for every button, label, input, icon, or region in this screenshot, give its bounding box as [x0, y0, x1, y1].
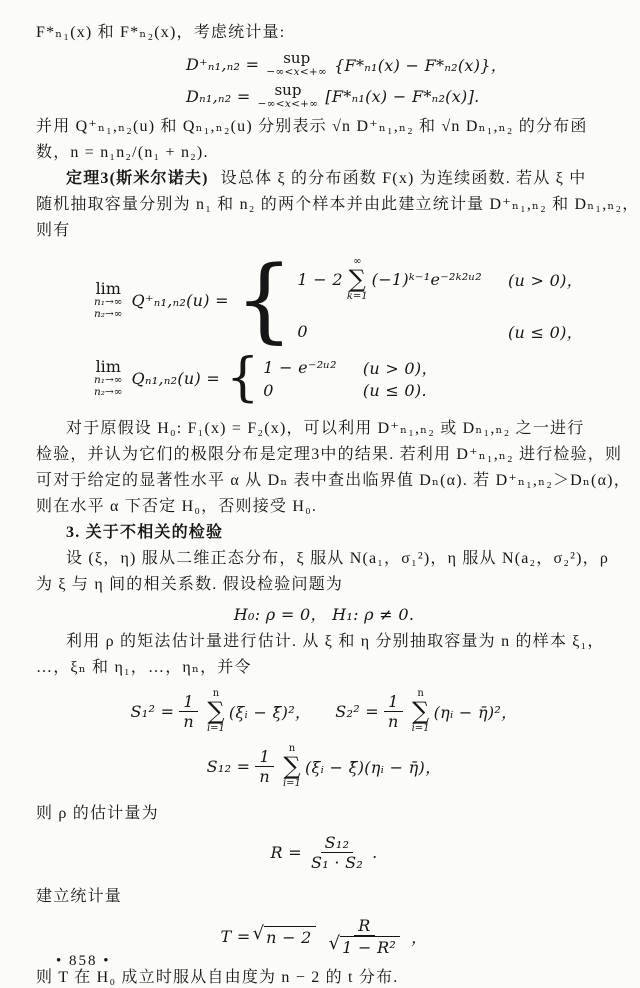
fraction-denominator: S₁ · S₂	[310, 853, 364, 872]
theorem-label: 定理3(斯米尔诺夫)	[66, 170, 209, 187]
formula-covariance	[36, 744, 612, 789]
lim-sub1: n₁→∞	[94, 374, 123, 386]
s1-lhs: S₁² =	[130, 702, 175, 721]
intro-line: F*ₙ₁(x) 和 F*ₙ₂(x)，考虑统计量:	[36, 24, 286, 41]
r-lhs: R =	[270, 843, 302, 862]
sup-range: −∞<x<+∞	[257, 98, 319, 110]
d-rhs: [F*ₙ₁(x) − F*ₙ₂(x)].	[325, 86, 480, 106]
paragraph-line: 则 ρ 的估计量为	[36, 805, 159, 822]
sum-lower-limit: i=1	[411, 723, 430, 734]
paragraph-line: 设 (ξ，η) 服从二维正态分布，ξ 服从 N(a₁，σ₁²)，η 服从 N(a₂，σ₂²)，ρ	[66, 550, 610, 567]
t-lhs: T =	[220, 927, 251, 946]
theorem-text: 设总体 ξ 的分布函数 F(x) 为连续函数. 若从 ξ 中	[220, 170, 587, 187]
paragraph-line: 利用 ρ 的矩法估计量进行估计. 从 ξ 和 η 分别抽取容量为 n 的样本 ξ₁，	[66, 633, 605, 650]
paragraph-line: 对于原假设 H₀: F₁(x) = F₂(x)，可以利用 D⁺ₙ₁,ₙ₂ 或 Dₙ₁,ₙ₂ 之一进行	[66, 420, 585, 437]
paragraph-line: 建立统计量	[36, 888, 123, 905]
paragraph-line: …，ξₙ 和 η₁，…，ηₙ，并令	[36, 659, 252, 676]
formula-limit-q	[94, 348, 612, 408]
paragraph-line: 可对于给定的显著性水平 α 从 Dₙ 表中查出临界值 Dₙ(α). 若 D⁺ₙ₁,ₙ₂＞Dₙ(α)，	[36, 472, 631, 489]
series-term: (−1)ᵏ⁻¹e⁻²ᵏ²ᵘ²	[371, 270, 482, 289]
formula-limit-q-plus	[94, 246, 612, 353]
fraction-numerator: 1	[384, 692, 402, 712]
sum-operator	[207, 689, 225, 734]
sum-operator	[283, 744, 301, 789]
case-condition: (u ≤ 0)，	[508, 323, 583, 342]
lim-sub2: n₂→∞	[94, 307, 123, 320]
sum-operator	[347, 257, 368, 302]
theorem-3-line	[36, 166, 612, 192]
s1-rhs: (ξᵢ − ξ̄)²，	[228, 703, 312, 722]
case-expression: 1 − e⁻²ᵘ²	[263, 358, 337, 377]
fraction-denominator: n	[388, 712, 399, 731]
formula-variance	[36, 689, 612, 734]
fraction-1-over-n	[255, 747, 274, 786]
fraction-denominator: n	[183, 712, 194, 731]
case-condition: (u ≤ 0).	[362, 381, 427, 400]
lim-symbol: lim	[95, 357, 121, 376]
d-lhs: Dₙ₁,ₙ₂ =	[186, 86, 251, 106]
t-fraction	[323, 916, 407, 957]
sum-lower-limit: i=1	[206, 723, 225, 734]
s2-lhs: S₂² =	[335, 702, 379, 721]
theorem-line: 随机抽取容量分别为 n₁ 和 n₂ 的两个样本并由此建立统计量 D⁺ₙ₁,ₙ₂ 和 Dₙ₁,ₙ₂，	[36, 196, 640, 213]
sigma-symbol: ∑	[348, 265, 366, 293]
sup-operator	[266, 50, 327, 78]
sigma-symbol: ∑	[412, 697, 430, 725]
fraction-numerator: 1	[255, 747, 273, 767]
sum-lower-limit: i=1	[282, 778, 301, 789]
paragraph-line: 则在水平 α 下否定 H₀，否则接受 H₀.	[36, 498, 318, 515]
paragraph-line: 数，n = n₁n₂/(n₁ + n₂).	[36, 144, 209, 161]
fraction-numerator: S₁₂	[321, 833, 354, 853]
hypothesis-statement: H₀: ρ = 0， H₁: ρ ≠ 0.	[233, 605, 415, 624]
radical-symbol: √	[328, 933, 341, 954]
formula-d-plus	[186, 50, 612, 78]
d-plus-rhs: {F*ₙ₁(x) − F*ₙ₂(x)}，	[334, 55, 508, 75]
fraction-denominator: n	[259, 767, 270, 786]
sup-symbol: sup	[283, 49, 311, 67]
paragraph-line: 并用 Q⁺ₙ₁,ₙ₂(u) 和 Qₙ₁,ₙ₂(u) 分别表示 √n D⁺ₙ₁,ₙ₂ 和 √n Dₙ₁,ₙ₂ 的分布函	[36, 118, 588, 135]
sup-range: −∞<x<+∞	[266, 66, 328, 78]
fraction-numerator: 1	[179, 692, 197, 712]
cases-brace: {	[234, 246, 294, 353]
sqrt-n-minus-2	[252, 923, 316, 947]
section-3-heading: 3. 关于不相关的检验	[66, 524, 224, 541]
fraction-numerator: R	[354, 916, 374, 936]
fraction-1-over-n	[384, 692, 403, 731]
s2-rhs: (ηᵢ − η̄)²，	[433, 703, 518, 722]
theorem-line: 则有	[36, 222, 71, 239]
paragraph-line: 则 T 在 H₀ 成立时服从自由度为 n − 2 的 t 分布.	[36, 969, 399, 986]
cases-block	[297, 257, 583, 343]
sup-operator	[258, 82, 319, 110]
lim-symbol: lim	[95, 279, 121, 298]
lim-operator	[94, 280, 123, 320]
sum-upper-limit: n	[212, 688, 220, 699]
series-prefix: 1 − 2	[297, 270, 343, 289]
radicand: 1 − R²	[340, 936, 400, 957]
sum-upper-limit: ∞	[353, 256, 362, 267]
sum-upper-limit: n	[417, 688, 424, 699]
s12-rhs: (ξᵢ − ξ̄)(ηᵢ − η̄)，	[304, 758, 442, 777]
page-number: • 858 •	[56, 953, 111, 969]
cases-brace: {	[226, 348, 260, 408]
lim-sub2: n₂→∞	[94, 385, 123, 398]
cases-block	[263, 356, 438, 400]
paragraph-line: 检验，并认为它们的极限分布是定理3中的结果. 若利用 D⁺ₙ₁,ₙ₂ 进行检验，则	[36, 446, 623, 463]
s12-lhs: S₁₂ =	[206, 757, 251, 776]
lim-operator	[94, 358, 123, 398]
lim-sub1: n₁→∞	[94, 296, 123, 308]
sqrt-1-minus-r2	[328, 933, 401, 957]
sigma-symbol: ∑	[207, 697, 225, 725]
case-expression: 0	[297, 322, 308, 341]
radical-symbol: √	[252, 923, 265, 944]
fraction-1-over-n	[179, 692, 198, 731]
sum-upper-limit: n	[288, 743, 296, 754]
formula-hypothesis	[36, 602, 612, 625]
fraction-denominator	[323, 933, 407, 957]
limit-function: Q⁺ₙ₁,ₙ₂(u) =	[131, 290, 229, 310]
formula-r	[36, 833, 612, 872]
formula-t	[36, 916, 612, 957]
radicand: n − 2	[264, 926, 316, 947]
limit-function: Qₙ₁,ₙ₂(u) =	[131, 368, 221, 388]
formula-tail: ，	[411, 928, 428, 947]
case-expression: 0	[263, 381, 274, 400]
formula-tail: .	[372, 843, 378, 862]
sum-lower-limit: k=1	[346, 291, 368, 302]
r-fraction	[307, 833, 367, 872]
formula-d	[186, 82, 612, 110]
sigma-symbol: ∑	[283, 752, 301, 780]
case-expression	[297, 257, 482, 302]
paragraph-line: 为 ξ 与 η 间的相关系数. 假设检验问题为	[36, 576, 344, 593]
d-plus-lhs: D⁺ₙ₁,ₙ₂ =	[186, 54, 260, 74]
sup-symbol: sup	[274, 81, 302, 99]
case-condition: (u > 0)，	[508, 271, 583, 290]
case-condition: (u > 0)，	[362, 359, 438, 378]
sum-operator	[412, 689, 430, 734]
